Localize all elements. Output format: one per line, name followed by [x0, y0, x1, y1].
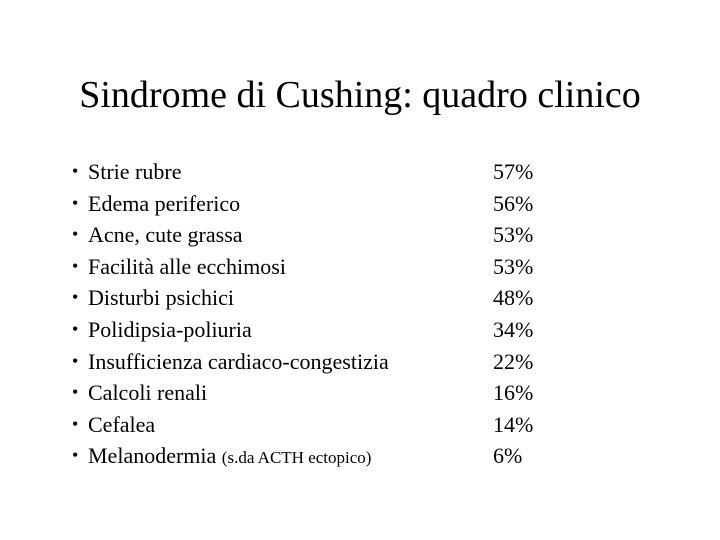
symptom-percentage: 48% [493, 285, 534, 311]
symptom-label [88, 346, 389, 378]
symptom-label [88, 251, 286, 283]
symptom-label [88, 219, 243, 251]
symptom-name: Melanodermia [88, 443, 217, 469]
symptom-name: Disturbi psichici [88, 285, 235, 311]
symptom-list [72, 156, 672, 472]
bullet-icon: • [72, 161, 79, 181]
bullet-icon: • [72, 287, 79, 308]
bullet-icon: • [72, 192, 79, 213]
symptom-label [88, 377, 207, 409]
list-item [72, 188, 672, 220]
list-item [72, 346, 672, 378]
symptom-percentage: 14% [493, 411, 534, 437]
symptom-name: Facilità alle ecchimosi [88, 253, 286, 279]
bullet-icon: • [72, 318, 79, 339]
symptom-percentage: 16% [493, 380, 534, 406]
bullet-icon: • [72, 350, 79, 371]
bullet-icon: • [72, 224, 79, 245]
symptom-name: Cefalea [88, 411, 156, 437]
symptom-name: Calcoli renali [88, 380, 208, 406]
symptom-label [88, 282, 234, 314]
symptom-percentage: 53% [493, 222, 534, 248]
bullet-icon: • [72, 413, 79, 434]
symptom-name: Polidipsia-poliuria [88, 316, 252, 342]
list-item [72, 156, 672, 188]
symptom-label [88, 440, 371, 474]
symptom-percentage: 22% [493, 348, 534, 374]
symptom-label [88, 409, 155, 441]
symptom-percentage: 56% [493, 190, 534, 216]
slide-title: Sindrome di Cushing: quadro clinico [79, 74, 641, 116]
symptom-percentage: 34% [493, 316, 534, 342]
symptom-name: Edema periferico [88, 190, 241, 216]
bullet-icon: • [72, 382, 79, 403]
list-item [72, 440, 672, 472]
symptom-name: Insufficienza cardiaco-congestizia [88, 348, 389, 374]
symptom-label [88, 188, 240, 220]
symptom-name: Strie rubre [88, 159, 182, 184]
list-item [72, 282, 672, 314]
list-item [72, 409, 672, 441]
bullet-icon: • [72, 255, 79, 276]
symptom-percentage: 6% [493, 443, 523, 469]
bullet-icon: • [72, 445, 79, 466]
symptom-percentage: 53% [493, 253, 534, 279]
list-item [72, 314, 672, 346]
list-item [72, 219, 672, 251]
symptom-percentage: 57% [493, 159, 534, 184]
list-item [72, 251, 672, 283]
symptom-label [88, 156, 181, 188]
symptom-name: Acne, cute grassa [88, 222, 243, 248]
list-item [72, 377, 672, 409]
symptom-label [88, 314, 252, 346]
symptom-note: (s.da ACTH ectopico) [221, 448, 372, 468]
